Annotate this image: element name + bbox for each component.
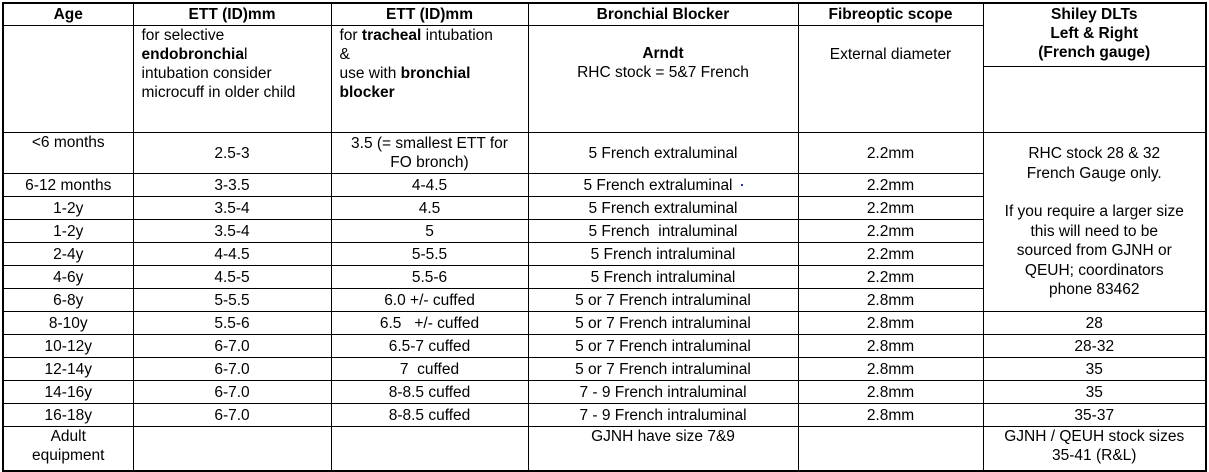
table-row-adult: Adult equipment GJNH have size 7&9 GJNH / QEUH stock sizes 35-41 (R&L)	[3, 427, 1206, 472]
subheader-age	[3, 26, 133, 133]
header-shiley	[983, 3, 1206, 133]
table-row: 14-16y 6-7.0 8-8.5 cuffed 7 - 9 French intraluminal 2.8mm 35	[3, 381, 1206, 404]
shiley-subtitle: Left & Right	[1050, 25, 1139, 42]
shiley-unit: (French gauge)	[1038, 44, 1151, 61]
arndt-label: Arndt	[642, 45, 684, 62]
airway-equipment-table	[2, 2, 1207, 472]
header-row	[3, 3, 1206, 26]
header-ett-tracheal: ETT (ID)mm	[331, 3, 528, 26]
table-row: 6-12 months 3-3.5 4-4.5 5 French extraluminal 2.2mm	[3, 174, 1206, 197]
subheader-ett-endobronchial: for selective endobronchial intubation consider microcuff in older child	[133, 26, 331, 133]
table-row: 1-2y 3.5-4 4.5 5 French extraluminal 2.2mm	[3, 197, 1206, 220]
header-bronchial-blocker: Bronchial Blocker	[528, 3, 798, 26]
table-row: 4-6y 4.5-5 5.5-6 5 French intraluminal 2.2mm	[3, 266, 1206, 289]
table-row: 12-14y 6-7.0 7 cuffed 5 or 7 French intraluminal 2.8mm 35	[3, 358, 1206, 381]
table-row: 8-10y 5.5-6 6.5 +/- cuffed 5 or 7 French intraluminal 2.8mm 28	[3, 312, 1206, 335]
rhc-stock-note: RHC stock = 5&7 French	[577, 64, 749, 81]
subheader-ett-tracheal: for tracheal intubation & use with bronchial blocker	[331, 26, 528, 133]
header-age: Age	[3, 3, 133, 26]
table-row: <6 months 2.5-3 3.5 (= smallest ETT for FO bronch) 5 French extraluminal 2.2mm RHC stock 28 & 32 French Gauge only. If you require a larger size this will need to be sourced from GJNH or QEUH; coordinators phone 83462	[3, 133, 1206, 174]
header-fibreoptic-scope: Fibreoptic scope	[798, 3, 983, 26]
table-row: 10-12y 6-7.0 6.5-7 cuffed 5 or 7 French intraluminal 2.8mm 28-32	[3, 335, 1206, 358]
table-row: 16-18y 6-7.0 8-8.5 cuffed 7 - 9 French intraluminal 2.8mm 35-37	[3, 404, 1206, 427]
header-ett-endobronchial: ETT (ID)mm	[133, 3, 331, 26]
stray-dot	[741, 184, 743, 186]
shiley-stock-note: RHC stock 28 & 32 French Gauge only. If you require a larger size this will need to be sourced from GJNH or QEUH; coordinators phone 83462	[983, 133, 1206, 312]
subheader-bronchial-blocker	[528, 26, 798, 133]
table-row: 1-2y 3.5-4 5 5 French intraluminal 2.2mm	[3, 220, 1206, 243]
table-row: 6-8y 5-5.5 6.0 +/- cuffed 5 or 7 French intraluminal 2.8mm	[3, 289, 1206, 312]
table-row: 2-4y 4-4.5 5-5.5 5 French intraluminal 2.2mm	[3, 243, 1206, 266]
shiley-title: Shiley DLTs	[1051, 6, 1138, 23]
subheader-fibreoptic-scope: External diameter	[798, 26, 983, 133]
